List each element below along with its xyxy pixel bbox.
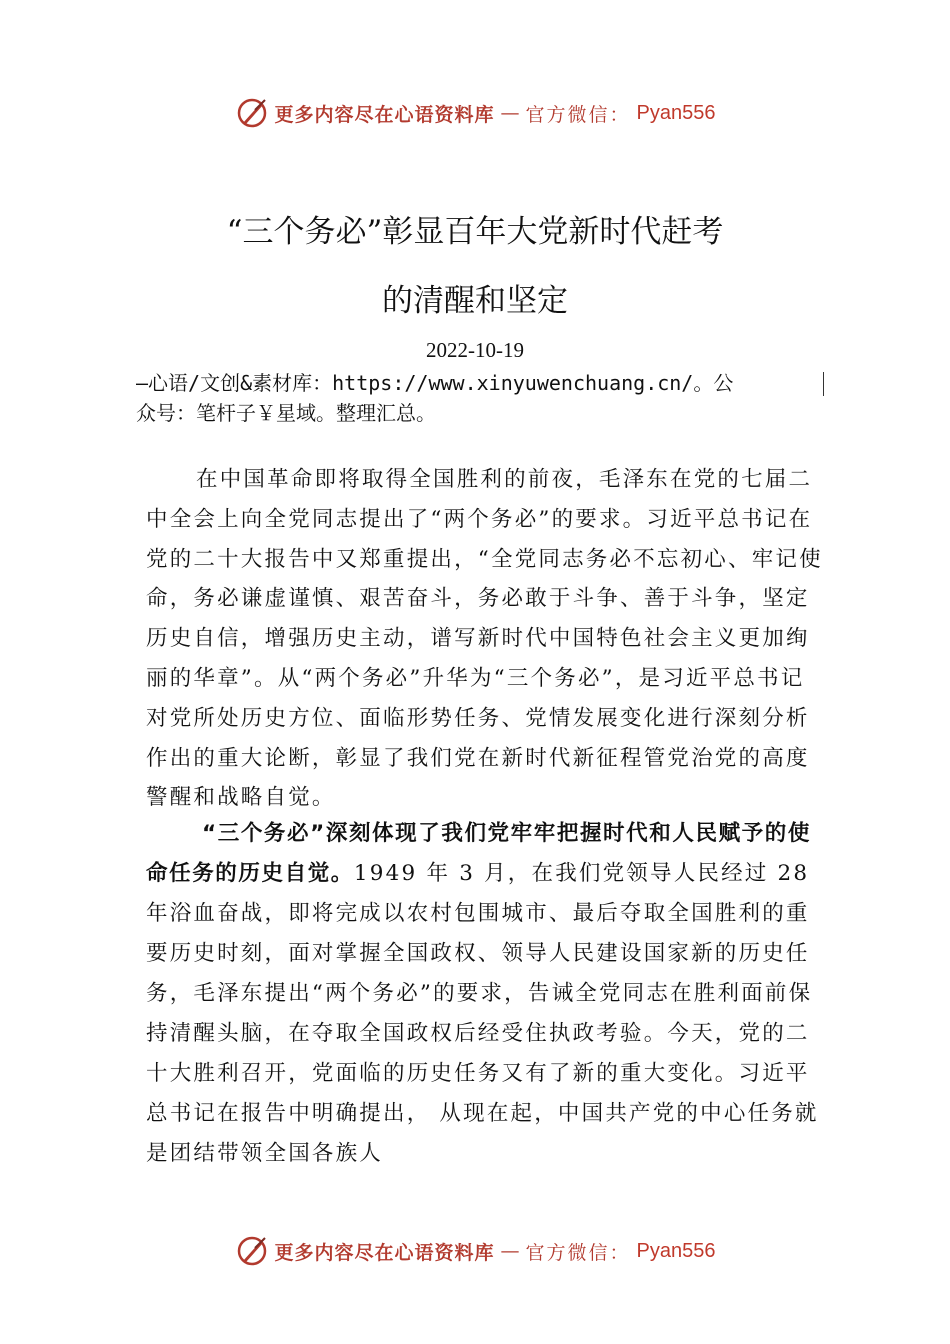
footer-banner (0, 1234, 950, 1268)
banner-text: 更多内容尽在心语资料库 (274, 103, 495, 126)
banner-separator: — (500, 1240, 520, 1262)
banner (235, 96, 716, 130)
text-cursor (823, 372, 824, 396)
quill-seal-icon (235, 96, 269, 130)
banner-text: 更多内容尽在心语资料库 (274, 1241, 495, 1264)
quill-seal-icon (235, 1234, 269, 1268)
paragraph-1: 在中国革命即将取得全国胜利的前夜，毛泽东在党的七届二中全会上向全党同志提出了“两个务必”的要求。习近平总书记在党的二十大报告中又郑重提出，“全党同志务必不忘初心、牢记使命，务必谦虚谨慎、艰苦奋斗，务必敢于斗争、善于斗争，坚定历史自信，增强历史主动，谱写新时代中国特色社会主义更加绚丽的华章”。从“两个务必”升华为“三个务必”，是习近平总书记对党所处历史方位、面临形势任务、党情发展变化进行深刻分析作出的重大论断，彰显了我们党在新时代新征程管党治党的高度警醒和战略自觉。 (146, 467, 823, 811)
paragraph-2-lead: “三个务必”深刻体现了我们党牢牢把握时代和人民赋予的使命任务的历史自觉。 (146, 821, 811, 886)
banner-wechat-id: Pyan556 (636, 101, 716, 124)
banner (235, 1234, 716, 1268)
title-line-2: 的清醒和坚定 (382, 283, 568, 319)
source-line-2: 众号：笔杆子￥星域。整理汇总。 (136, 401, 436, 425)
banner-wechat-label: 官方微信： (525, 1241, 631, 1264)
title-line-1: “三个务必”彰显百年大党新时代赶考 (226, 214, 724, 250)
banner-separator: — (500, 102, 520, 124)
document-date: 2022-10-19 (426, 338, 524, 362)
header-banner (0, 96, 950, 130)
paragraph-2 (146, 814, 826, 1174)
source-line-1: —心语/文创&素材库：https://www.xinyuwenchuang.cn/。公 (136, 371, 734, 395)
banner-wechat-label: 官方微信： (525, 103, 631, 126)
paragraph-2-body: 1949 年 3 月，在我们党领导人民经过 28 年浴血奋战，即将完成以农村包围城市、最后夺取全国胜利的重要历史时刻，面对掌握全国政权、领导人民建设国家新的历史任务，毛泽东提出“两个务必”的要求，告诫全党同志在胜利面前保持清醒头脑，在夺取全国政权后经受住执政考验。今天，党的二十大胜利召开，党面临的历史任务又有了新的重大变化。习近平总书记在报告中明确提出， 从现在起，中国共产党的中心任务就是团结带领全国各族人 (146, 861, 819, 1166)
banner-wechat-id: Pyan556 (636, 1239, 716, 1262)
source-note (136, 368, 826, 428)
